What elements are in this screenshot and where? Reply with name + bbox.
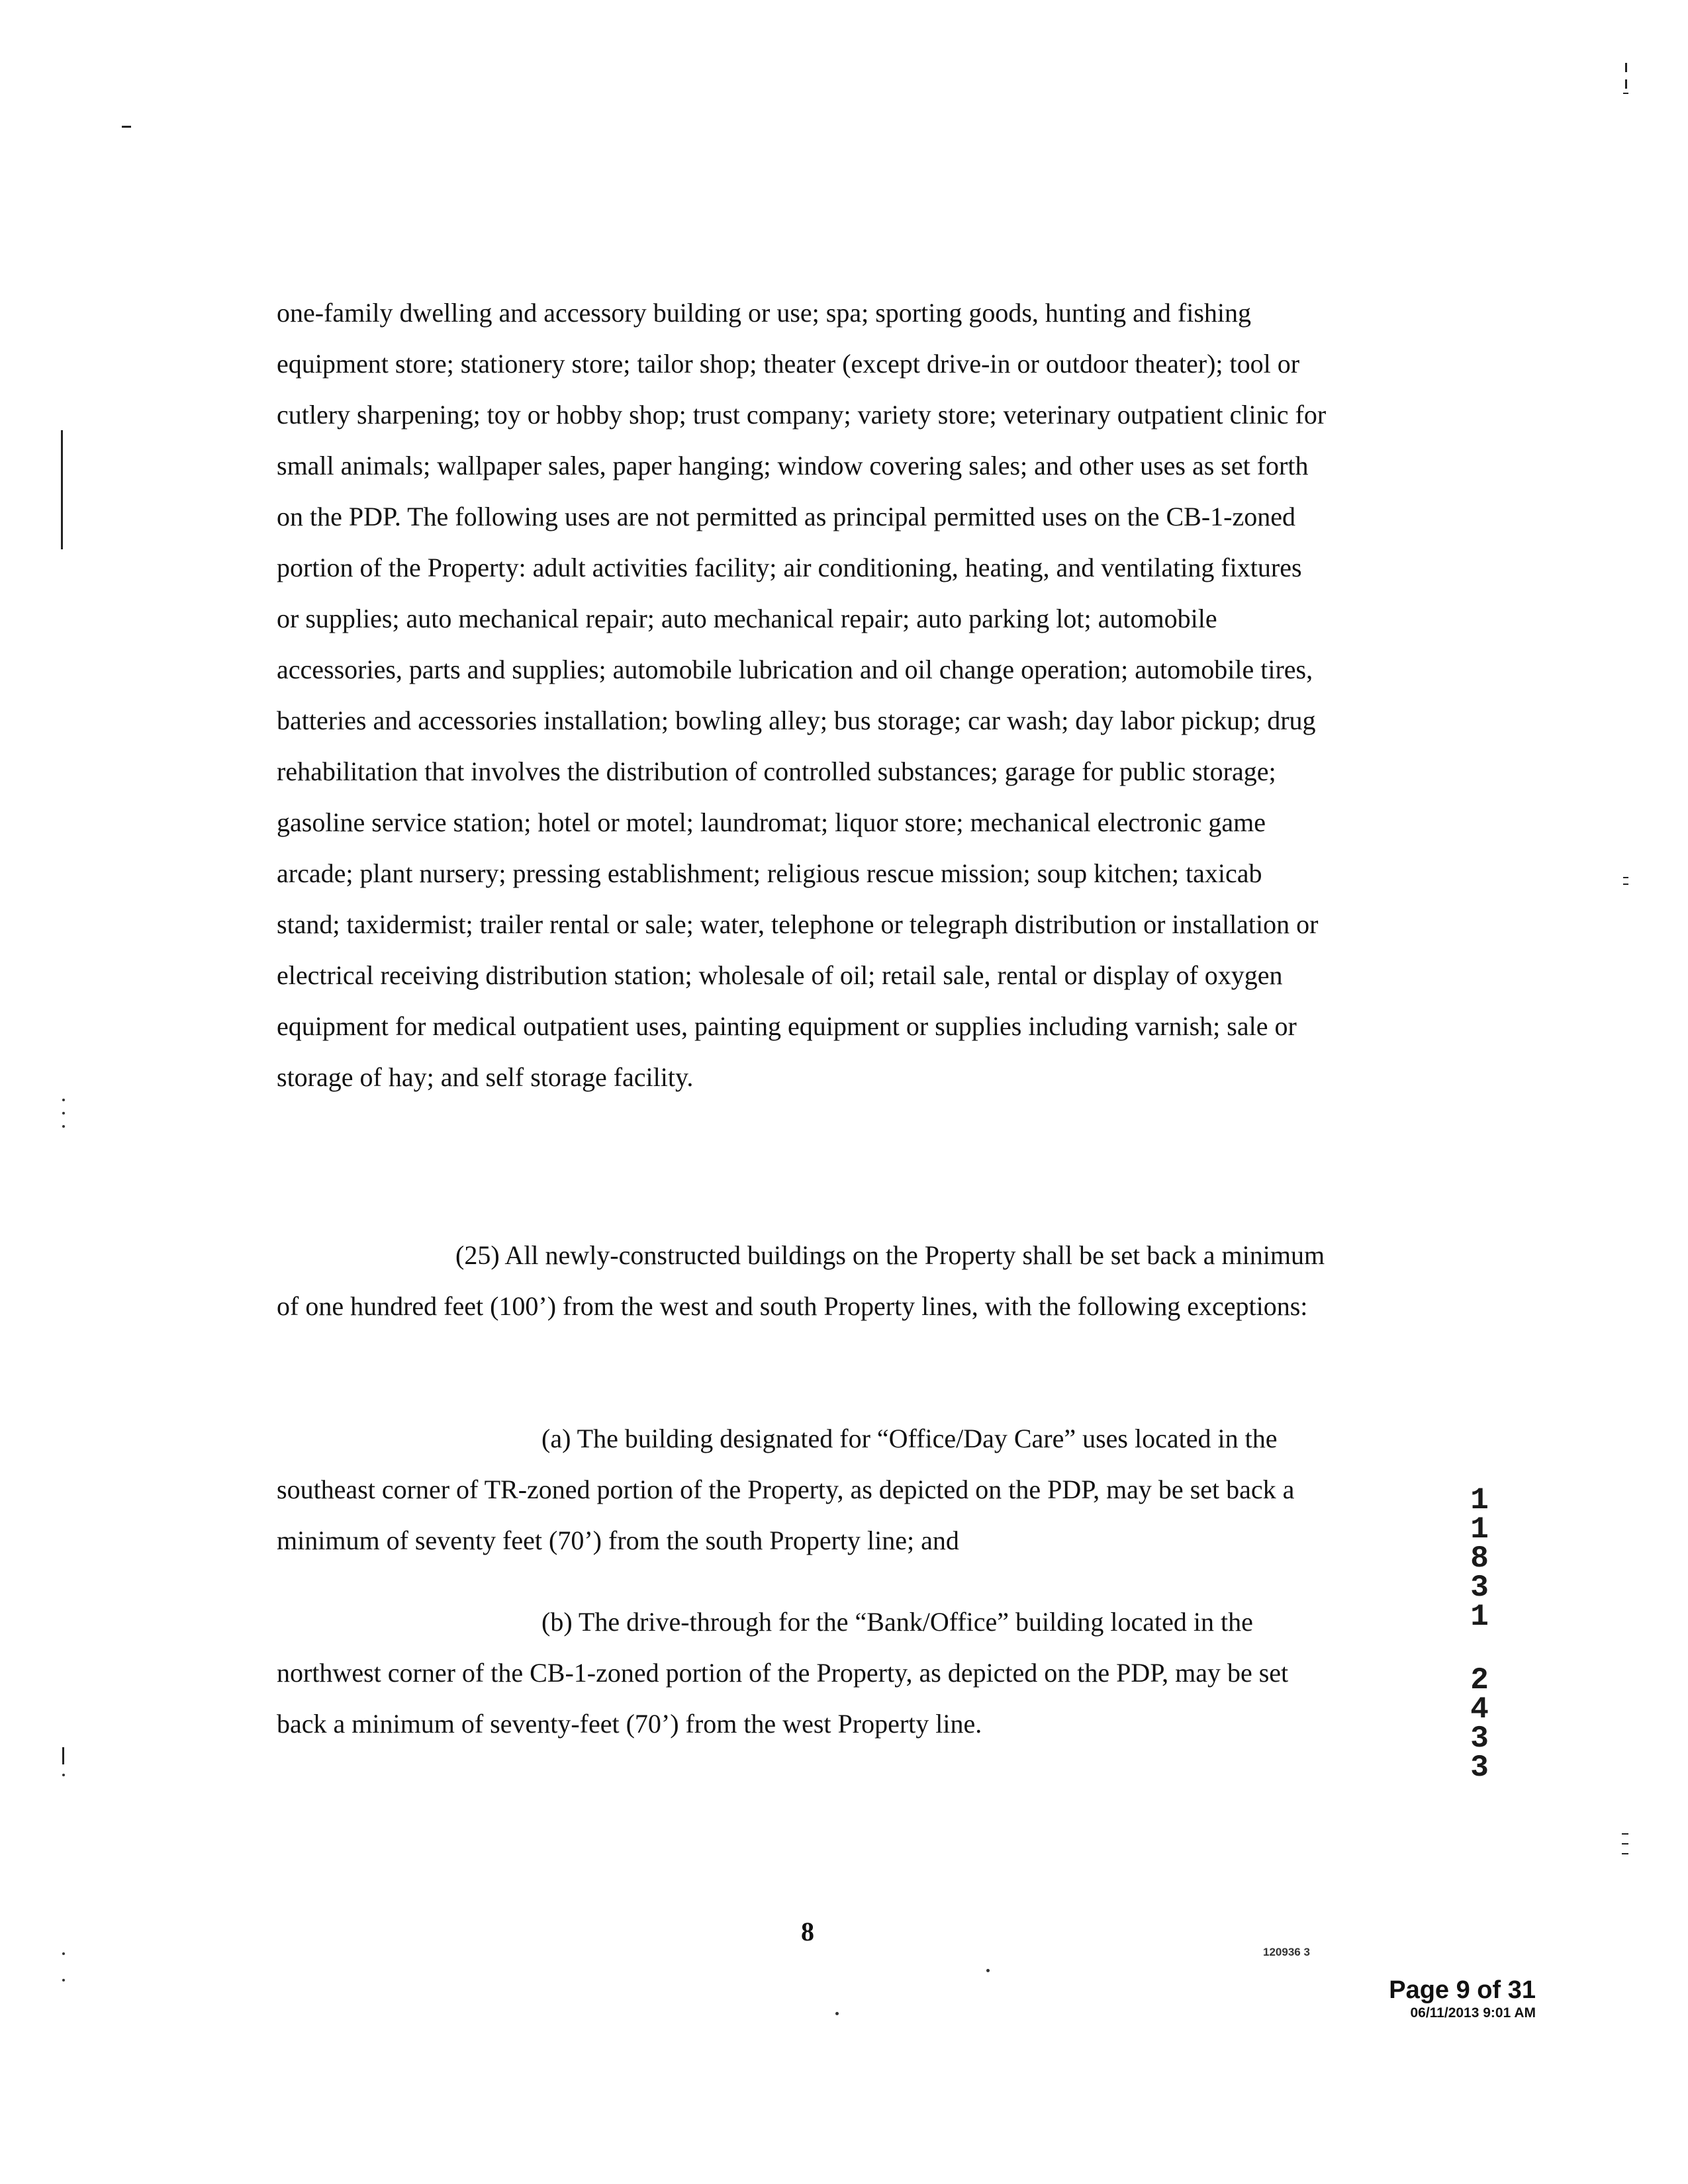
scan-mark: [1623, 93, 1628, 94]
side-digit: 8: [1470, 1541, 1489, 1576]
scan-dot: [62, 1099, 65, 1101]
side-digit: 1: [1470, 1600, 1489, 1634]
scan-mark: [1623, 884, 1628, 885]
document-code: 120936 3: [1263, 1946, 1310, 1958]
side-digit: 3: [1470, 1570, 1489, 1605]
page-count: Page 9 of 31: [1389, 1976, 1536, 2004]
paragraph-b-bank-office: (b) The drive-through for the “Bank/Office” building located in the northwest corner of the CB-1-zoned portion of the Property, as depicted on the PDP, may be set back a minimum of seventy-feet (70’) from the west Property line.: [277, 1607, 1289, 1739]
scan-mark: [1623, 877, 1628, 878]
page-number: 8: [801, 1917, 814, 1946]
side-digit: 1: [1470, 1483, 1489, 1518]
side-digit: 1: [1470, 1512, 1489, 1547]
side-digit: 2: [1470, 1663, 1489, 1698]
scan-dot: [62, 1979, 65, 1981]
vertical-recording-number: [1460, 1483, 1499, 1785]
scan-dot: [986, 1969, 990, 1972]
side-digit: 4: [1470, 1692, 1489, 1727]
scan-mark: [1625, 63, 1627, 72]
scan-mark: [122, 126, 131, 128]
side-number-gap: [1460, 1631, 1499, 1666]
side-digit: 3: [1470, 1721, 1489, 1756]
paragraph-uses-list: one-family dwelling and accessory building or use; spa; sporting goods, hunting and fishing equipment store; stationery store; tailor shop; theater (except drive-in or outdoor theater); tool or cutlery sharpening; toy or hobby shop; trust company; variety store; veterinary outpatient clinic for small animals; wallpaper sales, paper hanging; window covering sales; and other uses as set forth on the PDP. The following uses are not permitted as principal permitted uses on the CB-1-zoned portion of the Property: adult activities facility; air conditioning, heating, and ventilating fixtures or supplies; auto mechanical repair; auto mechanical repair; auto parking lot; automobile accessories, parts and supplies; automobile lubrication and oil change operation; automobile tires, batteries and accessories installation; bowling alley; bus storage; car wash; day labor pickup; drug rehabilitation that involves the distribution of controlled substances; garage for public storage; gasoline service station; hotel or motel; laundromat; liquor store; mechanical electronic game arcade; plant nursery; pressing establishment; religious rescue mission; soup kitchen; taxicab stand; taxidermist; trailer rental or sale; water, telephone or telegraph distribution or installation or electrical receiving distribution station; wholesale of oil; retail sale, rental or display of oxygen equipment for medical outpatient uses, painting equipment or supplies including varnish; sale or storage of hay; and self storage facility.: [277, 298, 1327, 1092]
side-digit: 3: [1470, 1751, 1489, 1785]
scan-dot: [62, 1952, 65, 1955]
scan-mark: [62, 1747, 64, 1764]
scan-mark: [1622, 1843, 1628, 1844]
margin-change-bar: [61, 430, 63, 549]
paragraph-25-setback: (25) All newly-constructed buildings on the Property shall be set back a minimum of one hundred feet (100’) from the west and south Property lines, with the following exceptions:: [277, 1240, 1325, 1321]
scan-mark: [1625, 79, 1627, 89]
scan-dot: [835, 2012, 839, 2015]
scan-dot: [62, 1774, 65, 1776]
scan-dot: [62, 1125, 65, 1128]
scan-mark: [1622, 1853, 1628, 1854]
scan-dot: [62, 1112, 65, 1115]
scan-mark: [1622, 1833, 1628, 1835]
paragraph-a-office-day-care: (a) The building designated for “Office/Day Care” uses located in the southeast corner of TR-zoned portion of the Property, as depicted on the PDP, may be set back a minimum of seventy feet (70’) from the south Property line; and: [277, 1424, 1295, 1555]
timestamp: 06/11/2013 9:01 AM: [1410, 2005, 1536, 2021]
